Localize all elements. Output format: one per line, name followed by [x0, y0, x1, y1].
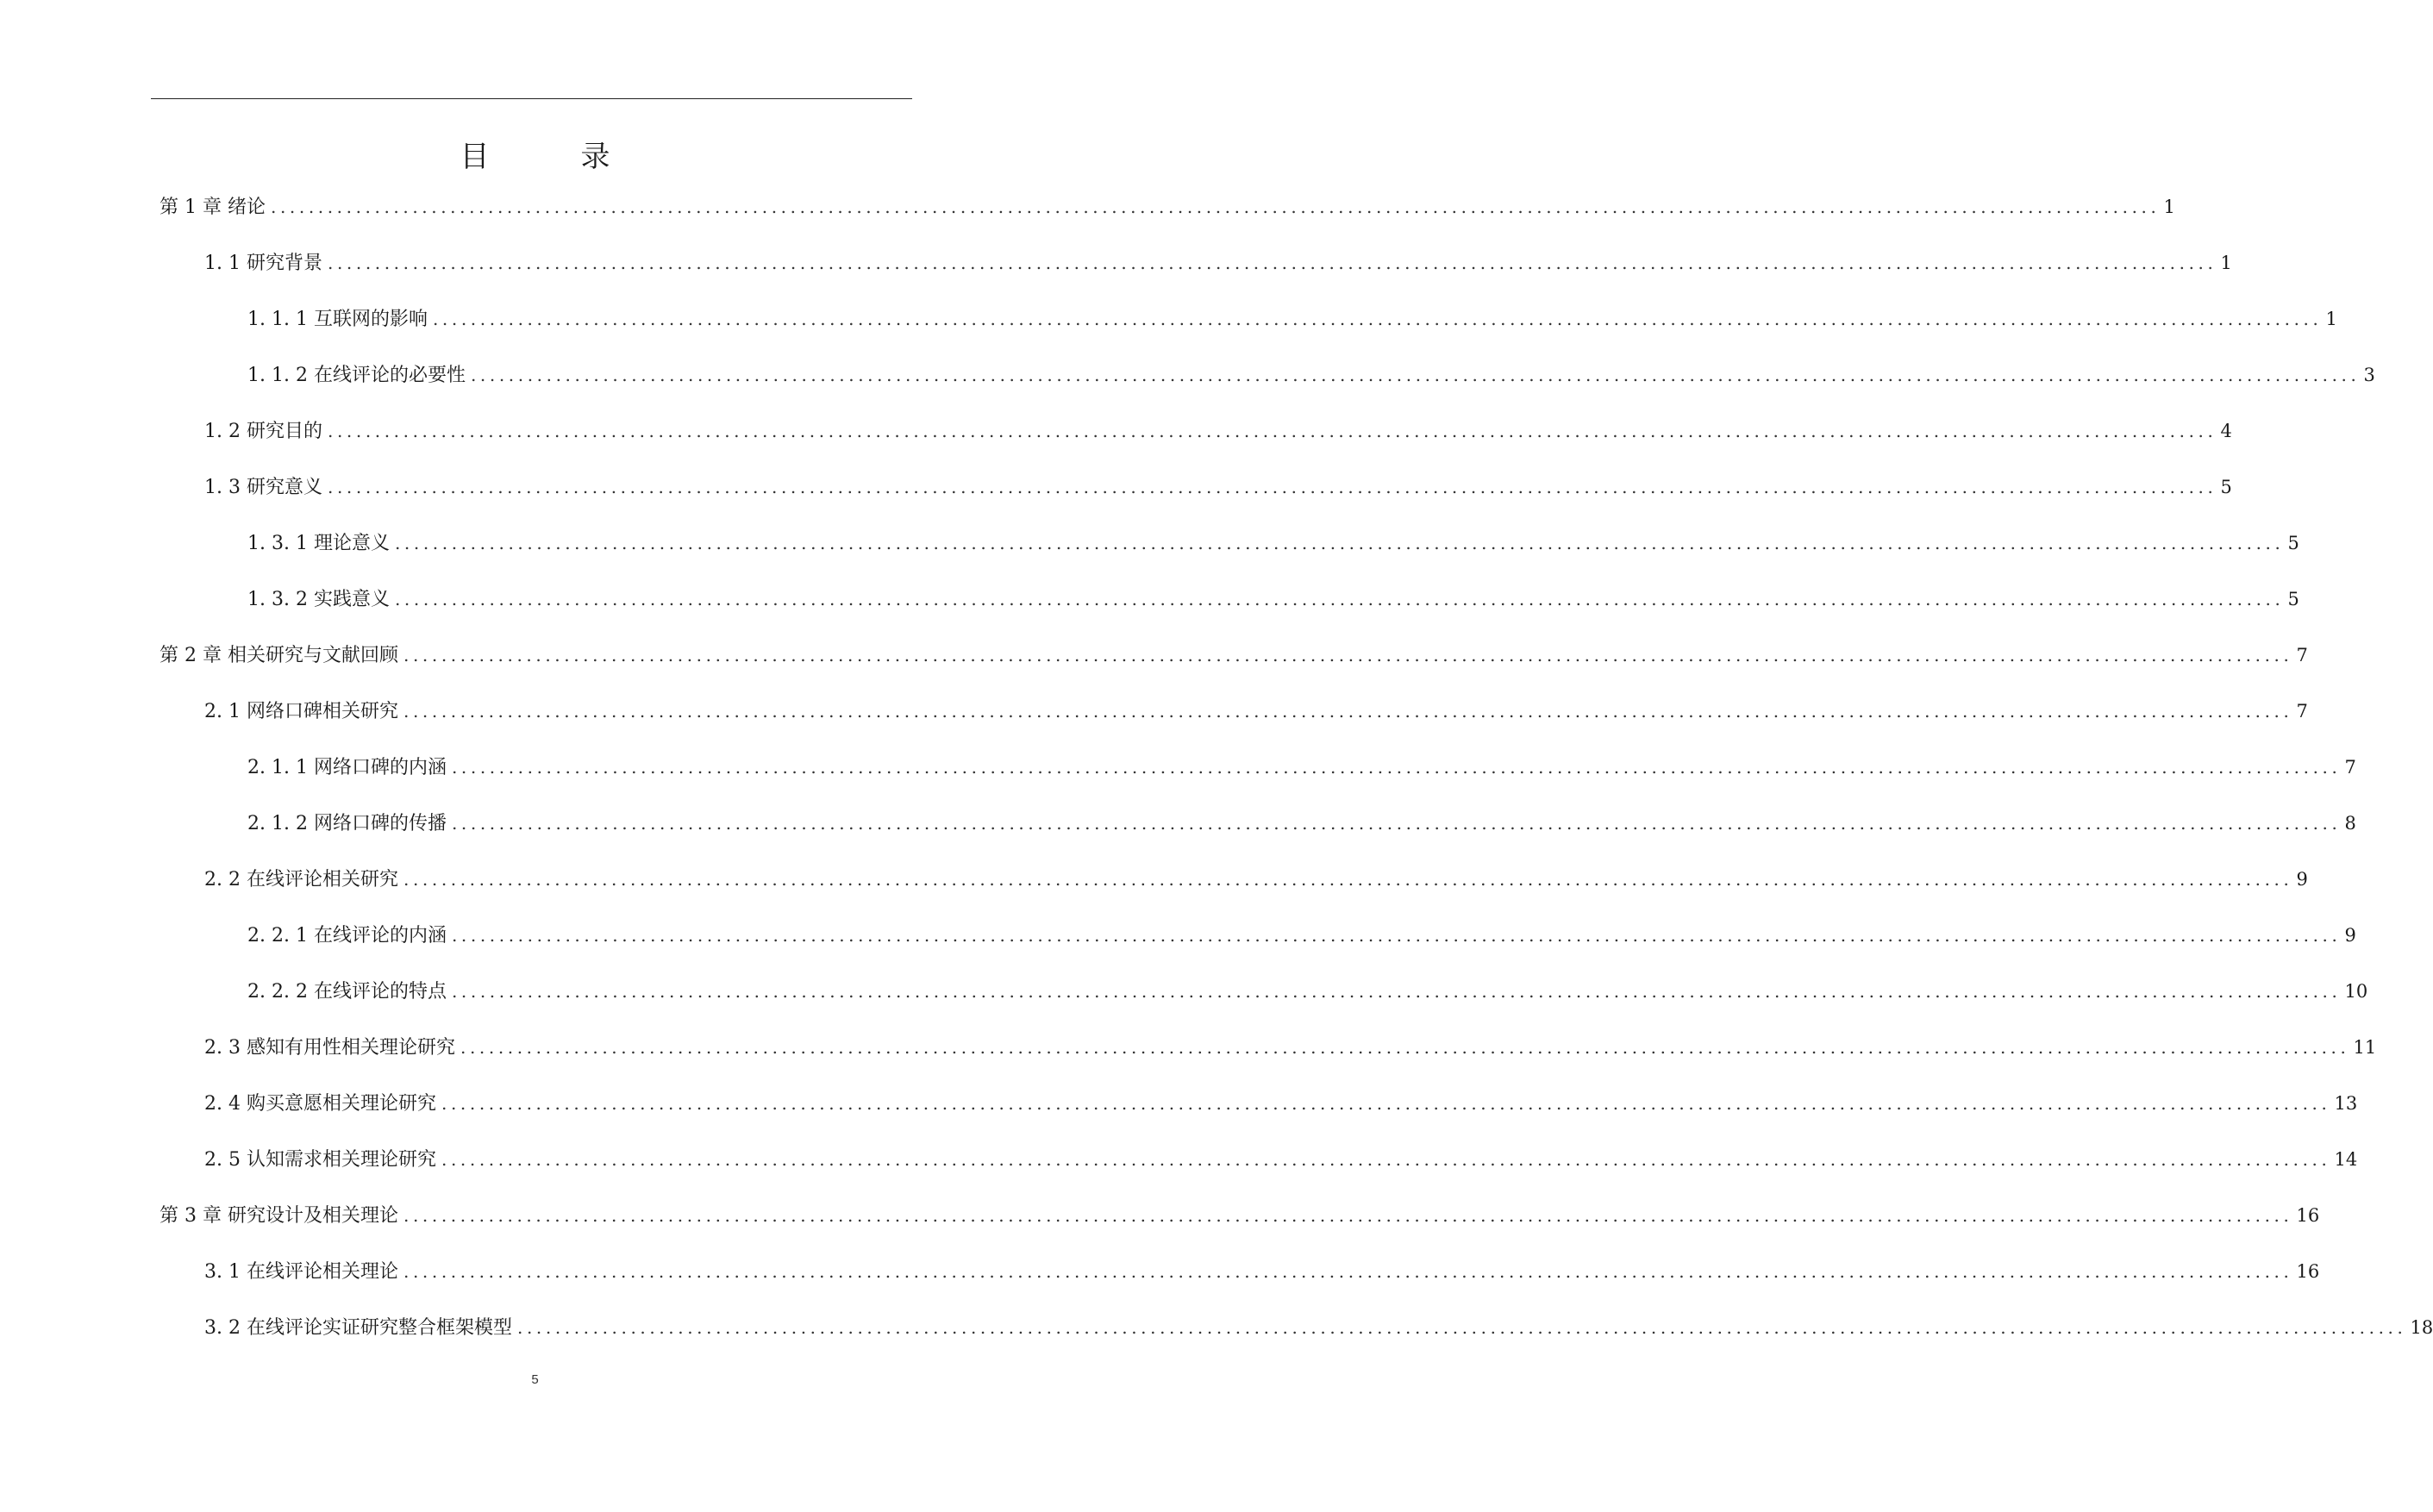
- toc-entry-page: 5: [2287, 589, 2299, 609]
- dot-leader: ........................................................................................................................................................................................................: [441, 1093, 2331, 1114]
- toc-entry-page: 9: [2296, 869, 2308, 890]
- dot-leader: ........................................................................................................................................................................................................: [403, 869, 2293, 890]
- toc-entry-page: 8: [2344, 813, 2356, 834]
- toc-entry-title: 2. 2. 2 在线评论的特点: [247, 981, 447, 1003]
- toc-entry-page: 11: [2353, 1037, 2377, 1058]
- toc-entry-title: 第 3 章 研究设计及相关理论: [159, 1205, 398, 1227]
- toc-entry[interactable]: [159, 804, 2356, 860]
- toc-entry-page: 7: [2344, 757, 2356, 778]
- dot-leader: ........................................................................................................................................................................................................: [451, 981, 2342, 1002]
- toc-entry-page: 1: [2163, 197, 2175, 217]
- dot-leader: ........................................................................................................................................................................................................: [451, 925, 2342, 946]
- dot-leader: ........................................................................................................................................................................................................: [451, 757, 2342, 778]
- dot-leader: ........................................................................................................................................................................................................: [327, 477, 2217, 497]
- toc-entry-page: 16: [2296, 1261, 2320, 1282]
- toc-entry[interactable]: [159, 524, 2299, 580]
- toc-entry-page: 16: [2296, 1205, 2320, 1226]
- page-number: 5: [531, 1372, 539, 1387]
- toc-entry-title: 2. 2. 1 在线评论的内涵: [247, 925, 447, 947]
- dot-leader: ........................................................................................................................................................................................................: [470, 365, 2361, 385]
- toc-entry-title: 1. 3. 1 理论意义: [247, 533, 390, 554]
- toc-entry-page: 14: [2334, 1149, 2358, 1170]
- dot-leader: ........................................................................................................................................................................................................: [403, 645, 2293, 665]
- toc-entry[interactable]: [159, 916, 2356, 972]
- toc-entry-page: 5: [2287, 533, 2299, 553]
- toc-entry-title: 1. 1 研究背景: [204, 253, 322, 274]
- dot-leader: ........................................................................................................................................................................................................: [270, 197, 2161, 217]
- toc-entry[interactable]: [159, 356, 2375, 412]
- toc-entry[interactable]: [159, 412, 2232, 468]
- toc-entry-title: 1. 3. 2 实践意义: [247, 589, 390, 610]
- page-title: 目 录: [460, 140, 641, 174]
- toc-entry-page: 9: [2344, 925, 2356, 946]
- dot-leader: ........................................................................................................................................................................................................: [460, 1037, 2350, 1058]
- toc-entry-title: 2. 3 感知有用性相关理论研究: [204, 1037, 455, 1059]
- toc-entry[interactable]: [159, 1253, 2320, 1309]
- toc-entry[interactable]: [159, 692, 2308, 748]
- toc-entry[interactable]: [159, 580, 2299, 636]
- toc-entry-title: 2. 1 网络口碑相关研究: [204, 701, 398, 722]
- toc-entry[interactable]: [159, 748, 2356, 804]
- toc-entry-title: 2. 1. 2 网络口碑的传播: [247, 813, 447, 834]
- header-rule: [151, 98, 912, 99]
- toc-entry-title: 2. 4 购买意愿相关理论研究: [204, 1093, 436, 1115]
- dot-leader: ........................................................................................................................................................................................................: [394, 533, 2285, 553]
- toc-entry-title: 第 2 章 相关研究与文献回顾: [159, 645, 398, 666]
- dot-leader: ........................................................................................................................................................................................................: [451, 813, 2342, 834]
- toc-entry[interactable]: [159, 636, 2308, 692]
- toc-entry-page: 1: [2325, 309, 2337, 329]
- toc-entry[interactable]: [159, 1196, 2320, 1253]
- toc-entry-title: 2. 2 在线评论相关研究: [204, 869, 398, 890]
- toc-entry[interactable]: [159, 468, 2232, 524]
- toc-entry-title: 2. 1. 1 网络口碑的内涵: [247, 757, 447, 778]
- table-of-contents: [159, 188, 2433, 1365]
- toc-entry-title: 第 1 章 绪论: [159, 197, 266, 218]
- toc-entry-title: 2. 5 认知需求相关理论研究: [204, 1149, 436, 1171]
- dot-leader: ........................................................................................................................................................................................................: [441, 1149, 2331, 1170]
- toc-entry[interactable]: [159, 1084, 2358, 1140]
- toc-entry[interactable]: [159, 300, 2337, 356]
- dot-leader: ........................................................................................................................................................................................................: [516, 1317, 2407, 1338]
- dot-leader: ........................................................................................................................................................................................................: [403, 1205, 2293, 1226]
- toc-entry-page: 4: [2220, 421, 2232, 441]
- toc-entry[interactable]: [159, 860, 2308, 916]
- toc-entry-page: 7: [2296, 701, 2308, 722]
- toc-entry-title: 3. 2 在线评论实证研究整合框架模型: [204, 1317, 512, 1339]
- toc-entry-title: 3. 1 在线评论相关理论: [204, 1261, 398, 1283]
- toc-entry-page: 10: [2344, 981, 2368, 1002]
- toc-entry-title: 1. 2 研究目的: [204, 421, 322, 442]
- toc-entry-title: 1. 1. 2 在线评论的必要性: [247, 365, 466, 386]
- toc-entry[interactable]: [159, 1140, 2358, 1196]
- toc-entry-page: 13: [2334, 1093, 2358, 1114]
- toc-entry-title: 1. 3 研究意义: [204, 477, 322, 498]
- toc-entry-title: 1. 1. 1 互联网的影响: [247, 309, 428, 330]
- toc-entry-page: 18: [2410, 1317, 2433, 1338]
- toc-entry[interactable]: [159, 1028, 2377, 1084]
- dot-leader: ........................................................................................................................................................................................................: [327, 421, 2217, 441]
- toc-entry[interactable]: [159, 972, 2368, 1028]
- toc-entry[interactable]: [159, 1309, 2433, 1365]
- toc-entry-page: 3: [2363, 365, 2375, 385]
- dot-leader: ........................................................................................................................................................................................................: [327, 253, 2217, 273]
- dot-leader: ........................................................................................................................................................................................................: [394, 589, 2285, 609]
- dot-leader: ........................................................................................................................................................................................................: [432, 309, 2323, 329]
- toc-entry-page: 1: [2220, 253, 2232, 273]
- toc-entry[interactable]: [159, 244, 2232, 300]
- dot-leader: ........................................................................................................................................................................................................: [403, 1261, 2293, 1282]
- toc-entry-page: 5: [2220, 477, 2232, 497]
- toc-entry[interactable]: [159, 188, 2175, 244]
- toc-entry-page: 7: [2296, 645, 2308, 665]
- dot-leader: ........................................................................................................................................................................................................: [403, 701, 2293, 722]
